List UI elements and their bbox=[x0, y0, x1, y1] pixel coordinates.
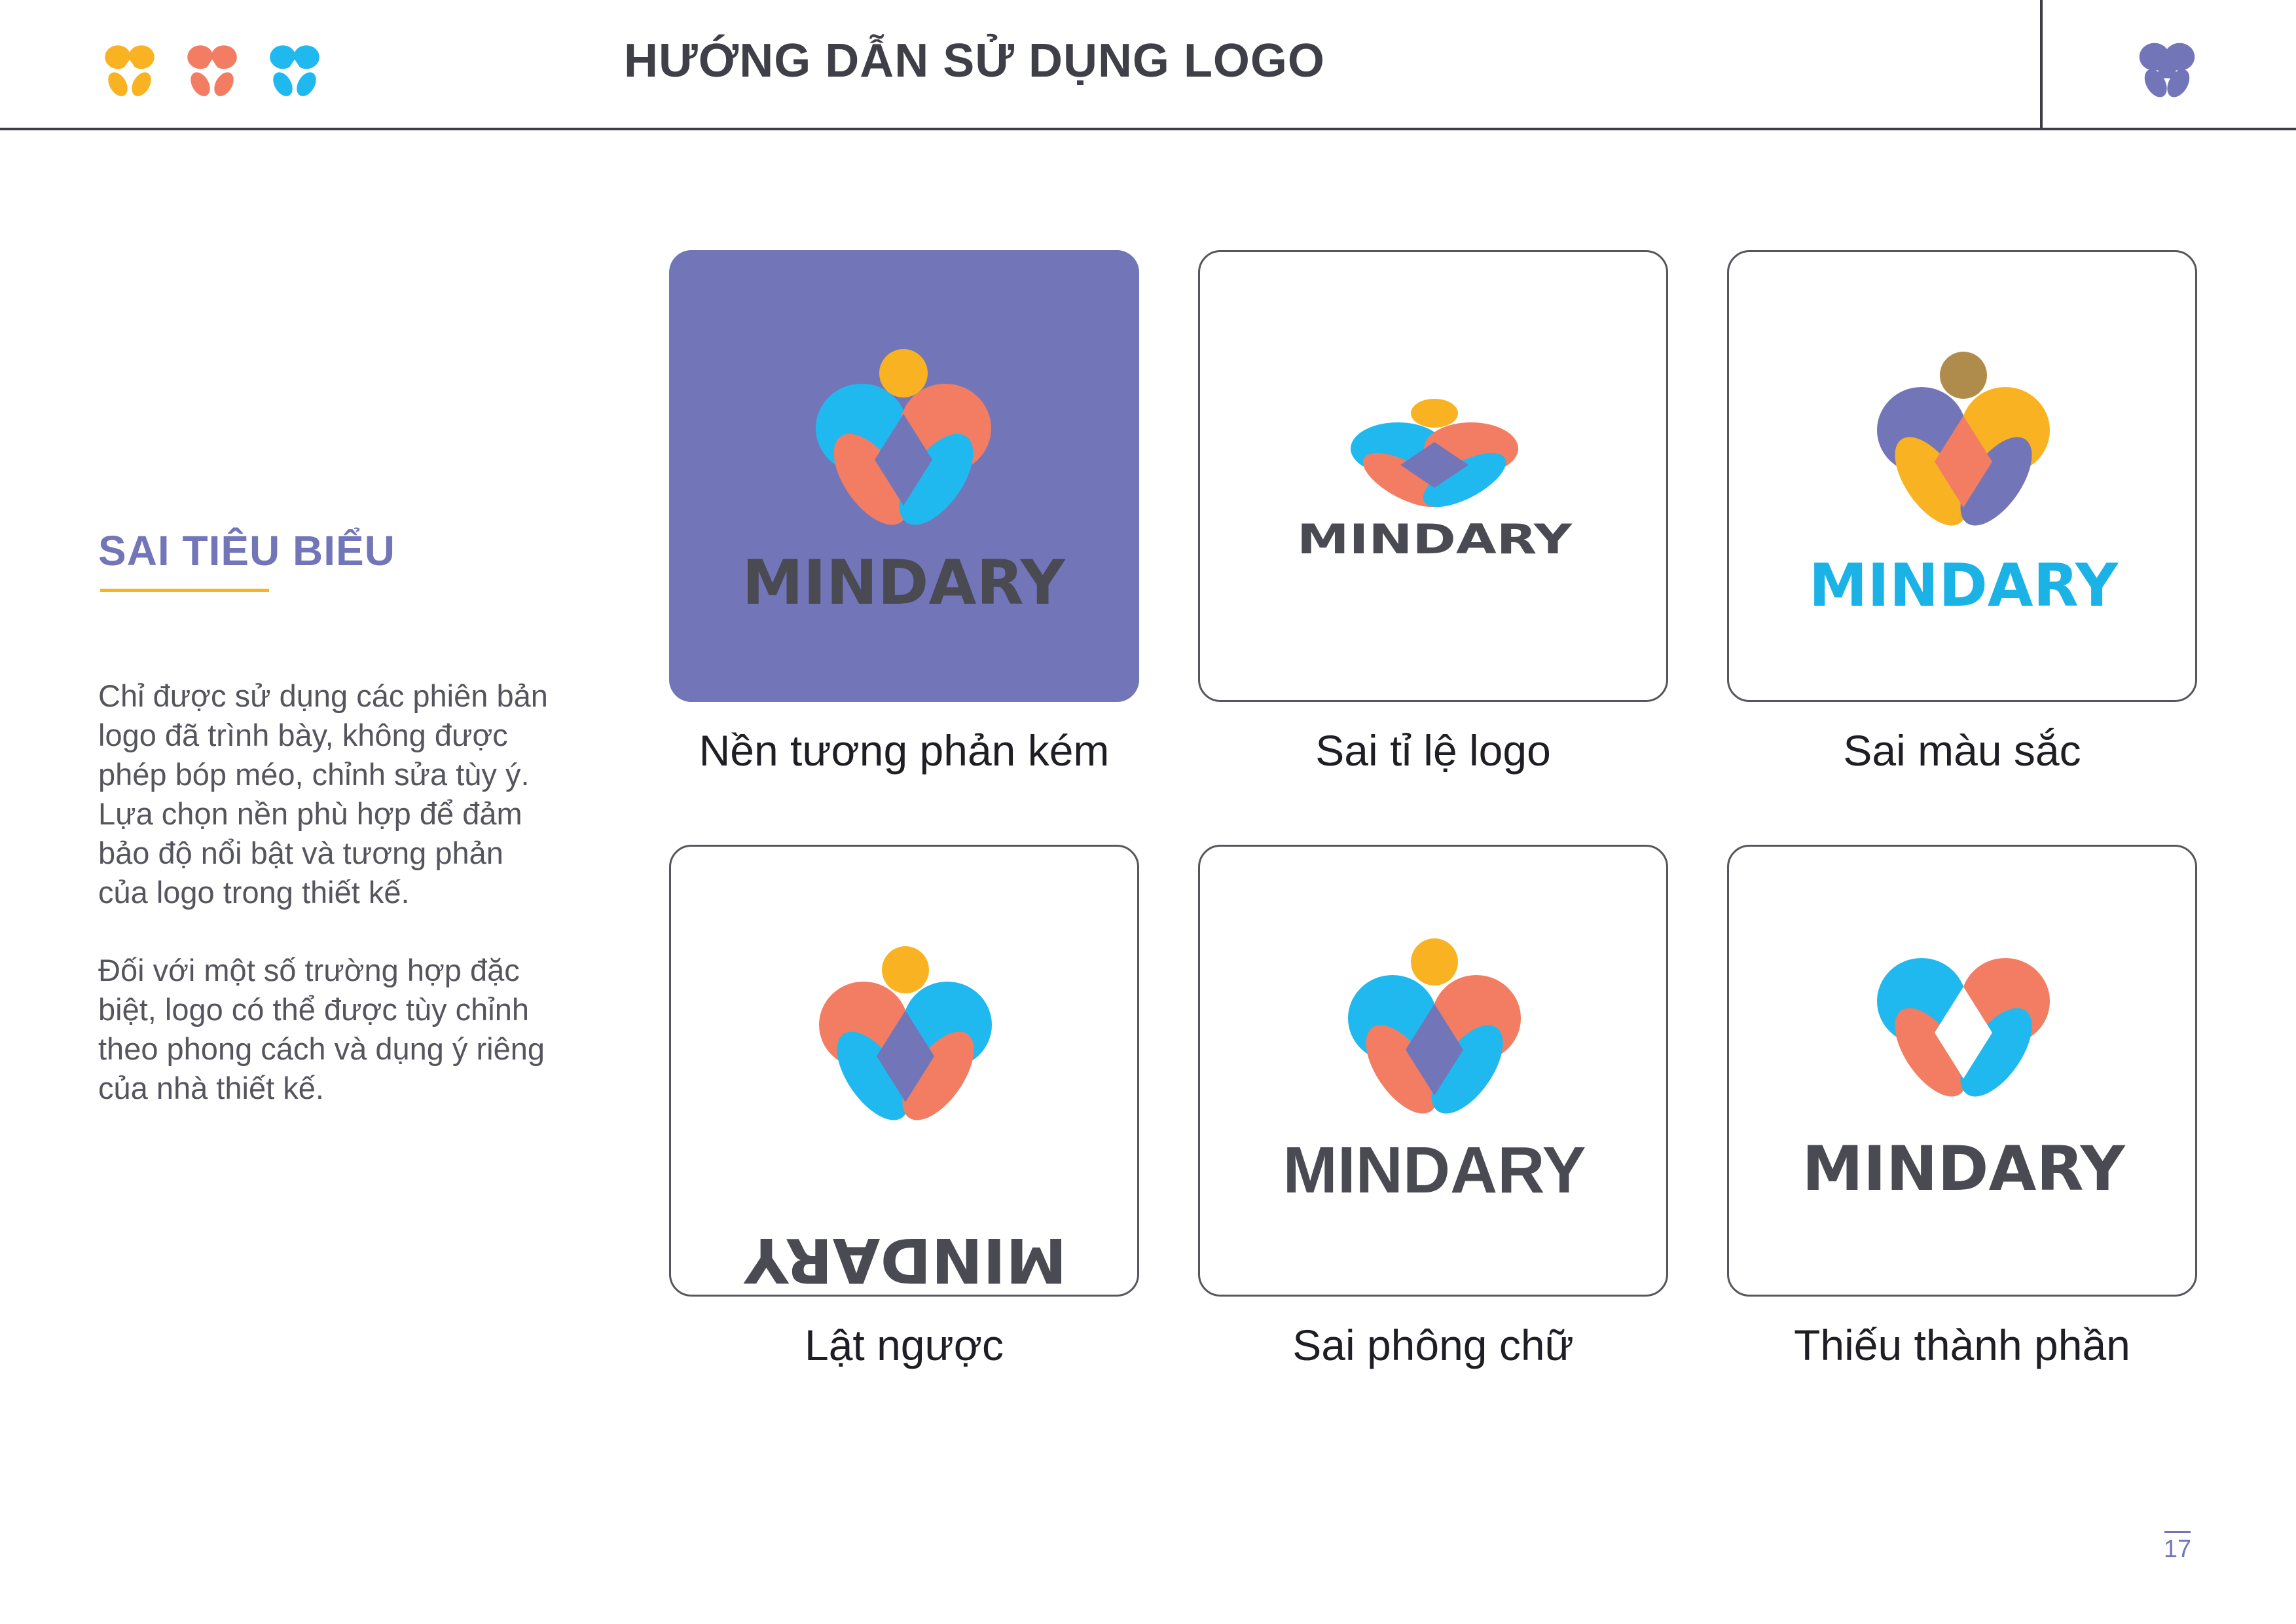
logo-card-wrong-color bbox=[1727, 250, 2197, 702]
guideline-paragraph-2: Đối với một số trường hợp đặc biệt, logo có thể được tùy chỉnh theo phong cách và dụng ý riêng của nhà thiết kế. bbox=[98, 953, 545, 1105]
mindary-wordmark: MINDARY bbox=[1283, 1134, 1586, 1207]
mindary-logo bbox=[1729, 847, 2199, 1299]
caption-missing-component: Thiếu thành phần bbox=[1794, 1321, 2130, 1369]
logo-card-missing-component bbox=[1727, 845, 2197, 1297]
logo-card-wrong-font bbox=[1198, 845, 1668, 1297]
mindary-logo bbox=[669, 250, 1139, 702]
logo-card-poor-contrast bbox=[669, 250, 1139, 702]
caption-poor-contrast: Nền tương phản kém bbox=[699, 726, 1110, 775]
guideline-paragraph-1: Chỉ được sử dụng các phiên bản logo đã trình bày, không được phép bóp méo, chỉnh sửa tùy ý. Lựa chọn nền phù hợp để đảm bảo độ nổi bật và tương phản của logo trong thiết kế. bbox=[98, 678, 548, 910]
header-divider-vertical bbox=[2040, 0, 2043, 129]
section-title: SAI TIÊU BIỂU bbox=[98, 527, 395, 574]
mindary-wordmark: MINDARY bbox=[1297, 515, 1573, 563]
mindary-wordmark: MINDARY bbox=[742, 547, 1065, 619]
caption-wrong-color: Sai màu sắc bbox=[1843, 726, 2081, 775]
mindary-logo bbox=[671, 847, 1141, 1299]
section-underline bbox=[100, 589, 269, 592]
page-title: HƯỚNG DẪN SỬ DỤNG LOGO bbox=[624, 35, 1325, 87]
caption-wrong-proportion: Sai tỉ lệ logo bbox=[1315, 726, 1551, 775]
mindary-logo bbox=[1200, 252, 1670, 704]
page-number-line bbox=[2164, 1531, 2191, 1533]
butterfly-icon-purple bbox=[2136, 38, 2198, 101]
logo-card-flipped bbox=[669, 845, 1139, 1297]
logo-card-wrong-proportion bbox=[1198, 250, 1668, 702]
caption-flipped: Lật ngược bbox=[805, 1321, 1004, 1369]
mindary-wordmark: MINDARY bbox=[1802, 1134, 2125, 1205]
header-divider bbox=[0, 128, 2296, 130]
page-number: 17 bbox=[2163, 1536, 2192, 1563]
mindary-wordmark: MINDARY bbox=[744, 1224, 1067, 1295]
mindary-logo bbox=[1200, 847, 1670, 1299]
caption-wrong-font: Sai phông chữ bbox=[1292, 1321, 1574, 1369]
mindary-logo bbox=[1729, 252, 2199, 704]
mindary-wordmark: MINDARY bbox=[1808, 551, 2119, 620]
